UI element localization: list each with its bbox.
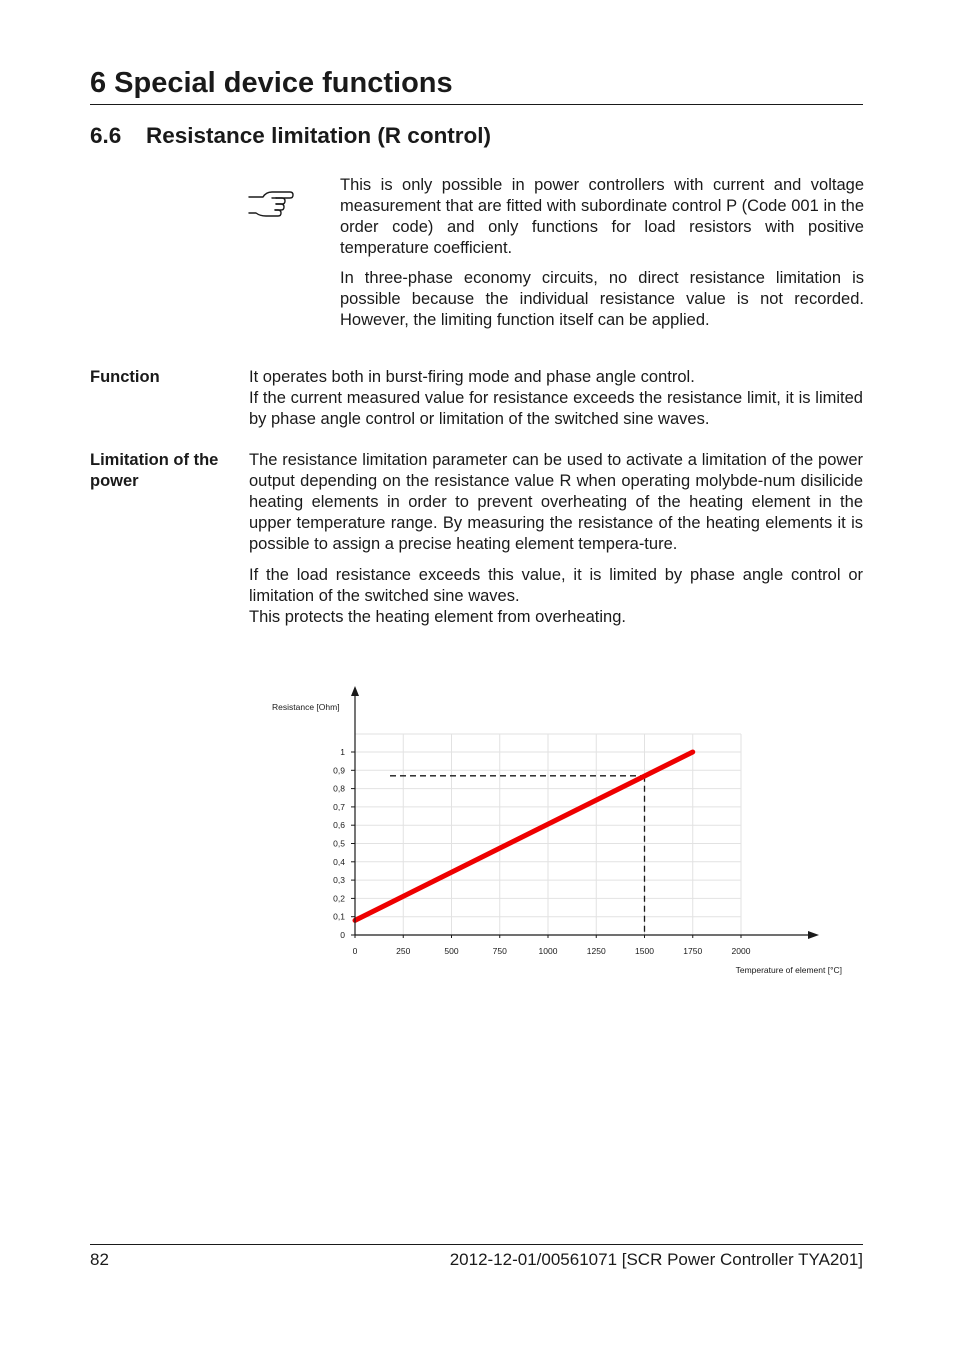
section-title xyxy=(90,121,491,151)
x-tick-label: 1250 xyxy=(586,946,606,956)
x-axis-arrow-icon xyxy=(808,931,819,939)
limitation-text xyxy=(249,450,863,638)
x-tick-label: 0 xyxy=(352,946,358,956)
x-tick-label: 2000 xyxy=(731,946,751,956)
note-paragraph: This is only possible in power controllers with current and voltage measurement that are fitted with subordinate control P (Code 001 in the order code) and only functions for load resistors with positive temperature coefficient. xyxy=(340,176,864,257)
function-line: It operates both in burst-firing mode and phase angle control. xyxy=(249,368,695,386)
x-tick-label: 1500 xyxy=(635,946,654,956)
y-tick-label: 0,4 xyxy=(333,856,345,867)
page-number: 82 xyxy=(90,1250,109,1269)
section-number: 6.6 xyxy=(90,123,122,148)
x-tick-label: 750 xyxy=(492,946,507,956)
y-tick-label: 0,5 xyxy=(333,838,345,849)
limitation-label: Limitation of the power xyxy=(90,451,219,490)
x-tick-label: 500 xyxy=(444,946,459,956)
chapter-title: 6 Special device functions xyxy=(90,64,863,105)
x-tick-label: 1000 xyxy=(538,946,558,956)
limitation-paragraph xyxy=(249,565,863,628)
note-paragraph: In three-phase economy circuits, no direct resistance limitation is possible because the individual resistance value is not recorded. However, the limiting function itself can be applied. xyxy=(340,269,864,329)
y-tick-label: 0,9 xyxy=(333,765,345,776)
x-tick-label: 1750 xyxy=(683,946,703,956)
note-text xyxy=(340,175,864,340)
y-tick-label: 0,1 xyxy=(333,911,345,922)
function-text xyxy=(249,367,863,430)
resistance-chart xyxy=(260,680,860,990)
y-axis-label: Resistance [Ohm] xyxy=(272,702,340,712)
limitation-line: This protects the heating element from overheating. xyxy=(249,608,626,626)
limitation-line: If the load resistance exceeds this value, it is limited by phase angle control or limitation of the switched sine waves. xyxy=(249,566,863,605)
x-axis-label: Temperature of element [°C] xyxy=(735,965,842,975)
y-tick-label: 0,2 xyxy=(333,893,345,904)
resistance-series-line xyxy=(355,752,693,920)
y-tick-label: 0,3 xyxy=(333,875,345,886)
y-tick-label: 0,8 xyxy=(333,783,345,794)
page-footer xyxy=(90,1244,863,1271)
document-reference: 2012-12-01/00561071 [SCR Power Controller TYA201] xyxy=(449,1250,863,1269)
x-tick-label: 250 xyxy=(396,946,411,956)
pointing-hand-icon xyxy=(246,188,296,218)
function-line: If the current measured value for resistance exceeds the resistance limit, it is limited by phase angle control or limitation of the switched sine waves. xyxy=(249,389,863,428)
y-tick-label: 0,6 xyxy=(333,820,345,831)
section-title-text: Resistance limitation (R control) xyxy=(146,123,492,148)
y-tick-label: 1 xyxy=(340,747,345,757)
y-tick-label: 0 xyxy=(340,930,345,940)
y-axis-arrow-icon xyxy=(351,686,359,696)
function-label: Function xyxy=(90,368,160,386)
limitation-paragraph: The resistance limitation parameter can be used to activate a limitation of the power output depending on the resistance value R when operating molybde-num disilicide heating elements in order to prevent overheating of the heating element in the upper temperature range. By measuring the resistance of the heating elements it is possible to assign a precise heating element tempera-ture. xyxy=(249,451,863,553)
resistance-chart-svg xyxy=(260,680,860,990)
y-tick-label: 0,7 xyxy=(333,801,345,812)
